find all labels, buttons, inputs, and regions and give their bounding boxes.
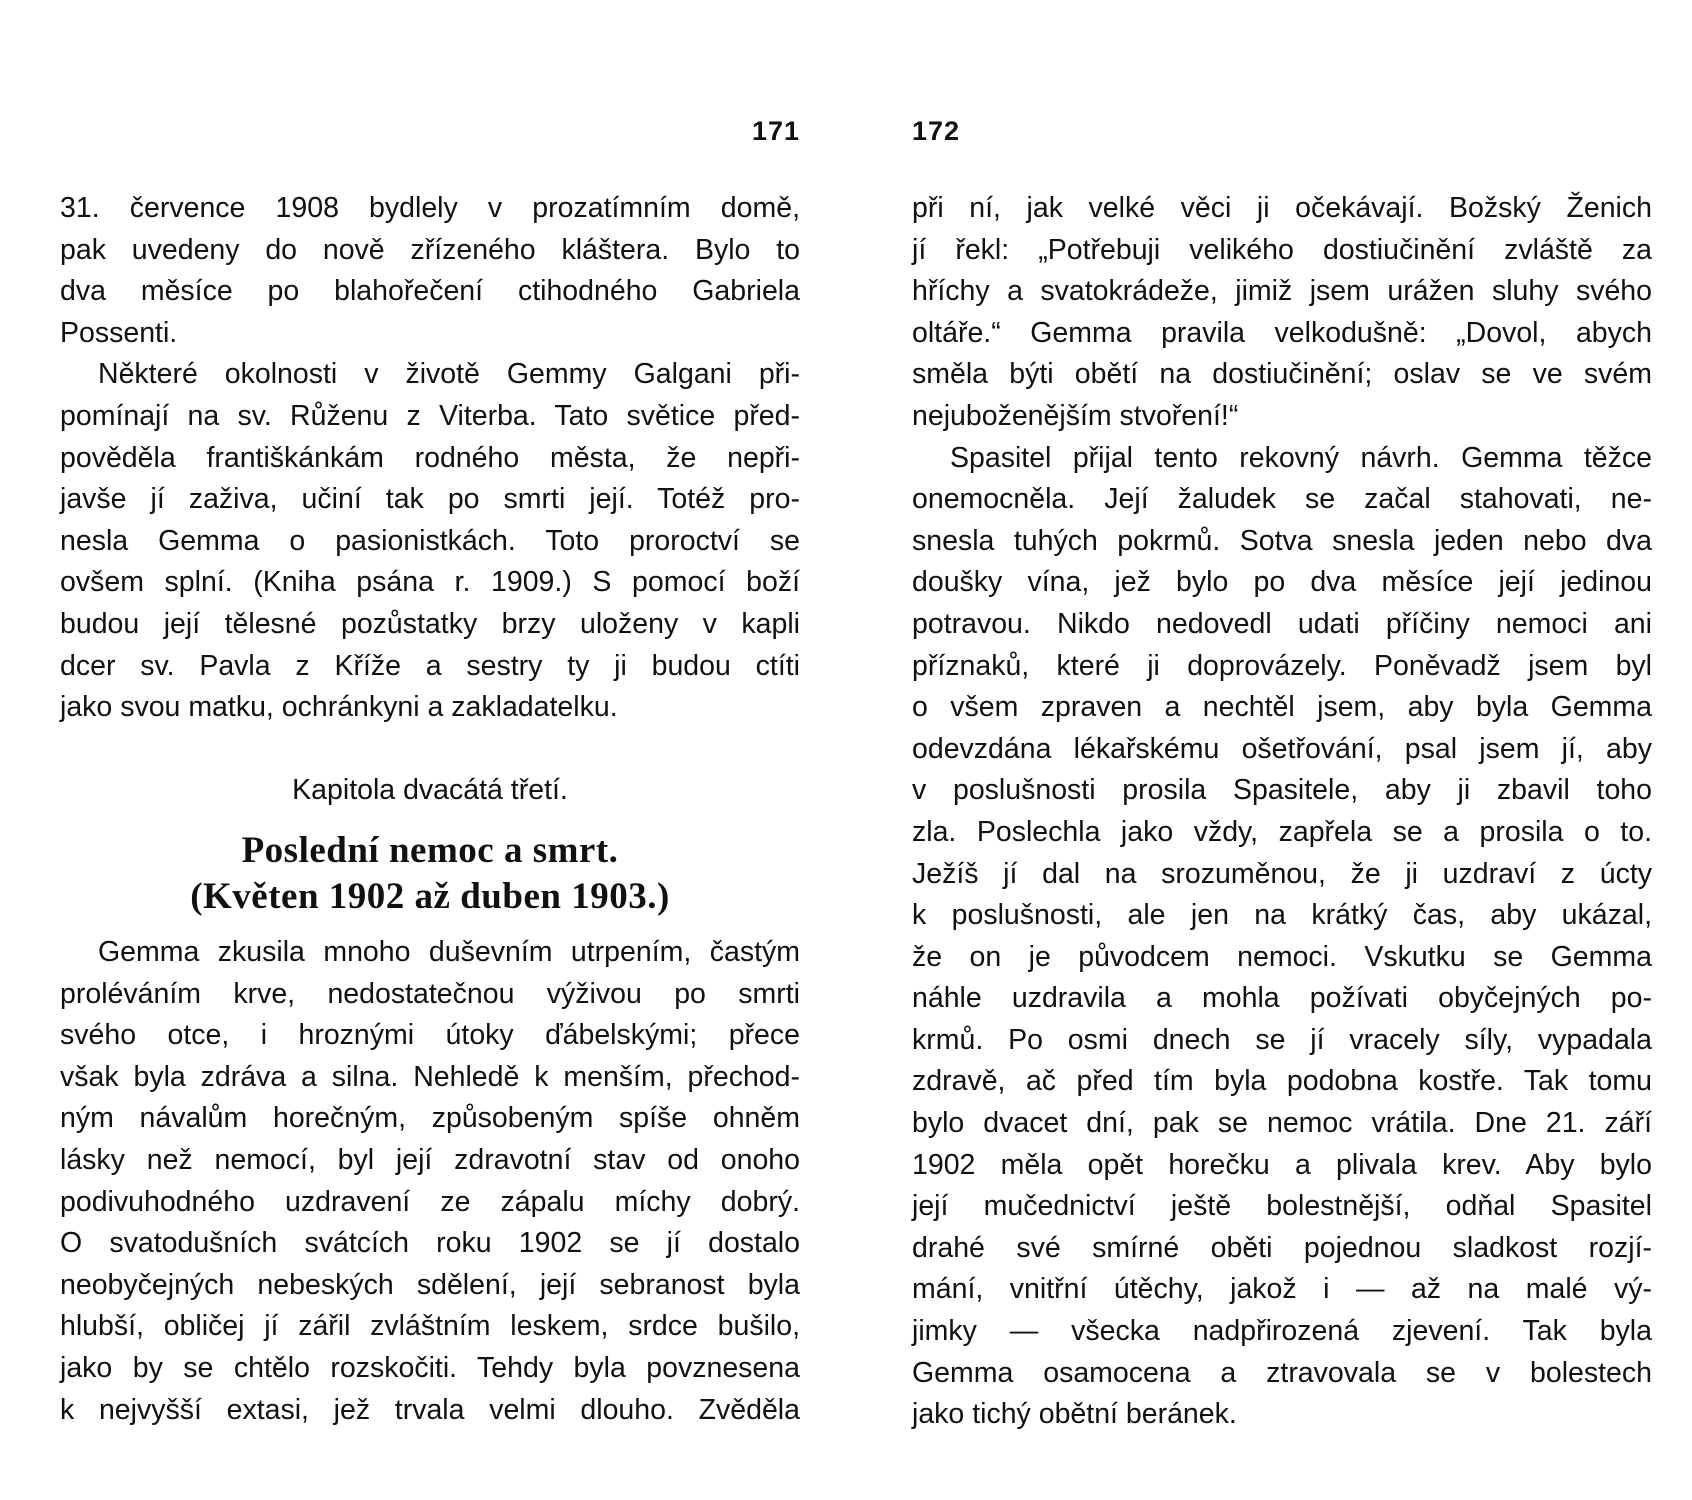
text-line: při ní, jak velké věci ji očekávají. Božský Ženich <box>912 192 1652 224</box>
text-line: náhle uzdravila a mohla požívati obyčejných po- <box>912 982 1652 1015</box>
text-line: jako svou matku, ochránkyni a zakladatelku. <box>60 691 618 724</box>
text-block <box>60 932 800 1431</box>
text-line: javše jí zaživa, učiní tak po smrti její. Totéž pro- <box>60 483 800 516</box>
text-line: podivuhodného uzdravení ze zápalu míchy dobrý. <box>60 1185 800 1218</box>
text-line: pak uvedeny do nově zřízeného kláštera. Bylo to <box>60 233 800 266</box>
text-line: její mučednictví ještě bolestnější, odňal Spasitel <box>912 1190 1652 1223</box>
text-line: Některé okolnosti v životě Gemmy Galgani při- <box>98 358 800 391</box>
text-line: odevzdána lékařskému ošetřování, psal jsem jí, aby <box>912 732 1652 765</box>
chapter-label: Kapitola dvacátá třetí. <box>292 774 568 806</box>
text-line: v poslušnosti prosila Spasitele, aby ji zbavil toho <box>912 774 1652 807</box>
text-line: budou její tělesné pozůstatky brzy uloženy v kapli <box>60 607 800 640</box>
text-line: doušky vína, jež bylo po dva měsíce její jedinou <box>912 566 1652 599</box>
text-line: dcer sv. Pavla z Kříže a sestry ty ji budou ctíti <box>60 649 800 682</box>
chapter-title-line: Poslední nemoc a smrt. <box>241 830 619 871</box>
text-line: onemocněla. Její žaludek se začal stahovati, ne- <box>912 483 1652 516</box>
left-page <box>60 0 800 1500</box>
chapter-title <box>60 828 800 920</box>
text-line: Ježíš jí dal na srozuměnou, že ji uzdraví z úcty <box>912 857 1652 890</box>
text-line: bylo dvacet dní, pak se nemoc vrátila. Dne 21. září <box>912 1107 1652 1140</box>
text-line: lásky než nemocí, byl její zdravotní stav od onoho <box>60 1143 800 1176</box>
text-line: k poslušnosti, ale jen na krátký čas, aby ukázal, <box>912 899 1652 932</box>
text-line: hlubší, obličej jí zářil zvláštním leskem, srdce bušilo, <box>60 1310 800 1343</box>
text-line: snesla tuhých pokrmů. Sotva snesla jeden nebo dva <box>912 524 1652 557</box>
text-line: příznaků, které ji doprovázely. Poněvadž jsem byl <box>912 649 1652 682</box>
text-line: svého otce, i hroznými útoky ďábelskými; přece <box>60 1019 800 1052</box>
text-line: 1902 měla opět horečku a plivala krev. Aby bylo <box>912 1148 1652 1181</box>
text-line: ovšem splní. (Kniha psána r. 1909.) S pomocí boží <box>60 566 800 599</box>
text-line: jako tichý obětní beránek. <box>912 1398 1237 1431</box>
text-block <box>60 188 800 729</box>
text-line: drahé své smírné oběti pojednou sladkost rozjí- <box>912 1231 1652 1264</box>
text-line: však byla zdráva a silna. Nehledě k menším, přechod- <box>60 1060 800 1093</box>
text-line: Gemma zkusila mnoho duševním utrpením, častým <box>98 936 800 968</box>
right-page <box>912 0 1652 1500</box>
text-line: nesla Gemma o pasionistkách. Toto proroctví se <box>60 524 800 557</box>
text-line: jí řekl: „Potřebuji velikého dostiučinění zvláště za <box>912 233 1652 266</box>
text-line: Spasitel přijal tento rekovný návrh. Gemma těžce <box>950 441 1652 474</box>
text-line: pomínají na sv. Růženu z Viterba. Tato světice před- <box>60 399 800 432</box>
text-line: zla. Poslechla jako vždy, zapřela se a prosila o to. <box>912 815 1652 848</box>
text-line: potravou. Nikdo nedovedl udati příčiny nemoci ani <box>912 607 1652 640</box>
text-line: proléváním krve, nedostatečnou výživou po smrti <box>60 977 800 1010</box>
text-line: směla býti obětí na dostiučinění; oslav se ve svém <box>912 358 1652 391</box>
page-number: 172 <box>912 116 961 146</box>
text-line: hříchy a svatokrádeže, jimiž jsem urážen sluhy svého <box>912 275 1652 308</box>
text-line: jimky — všecka nadpřirozená zjevení. Tak byla <box>912 1315 1652 1348</box>
chapter-title-line: (Květen 1902 až duben 1903.) <box>190 876 670 917</box>
text-line: Gemma osamocena a ztravovala se v bolestech <box>912 1356 1652 1389</box>
text-line: o všem zpraven a nechtěl jsem, aby byla Gemma <box>912 691 1652 724</box>
text-line: že on je původcem nemoci. Vskutku se Gemma <box>912 940 1652 973</box>
text-line: jako by se chtělo rozskočiti. Tehdy byla povznesena <box>60 1351 800 1384</box>
text-line: nejuboženějším stvoření!“ <box>912 399 1239 432</box>
text-line: zdravě, ač před tím byla podobna kostře. Tak tomu <box>912 1065 1652 1098</box>
text-line: Possenti. <box>60 316 178 349</box>
text-line: neobyčejných nebeských sdělení, její sebranost byla <box>60 1268 800 1301</box>
text-line: dva měsíce po blahořečení ctihodného Gabriela <box>60 275 800 308</box>
text-line: krmů. Po osmi dnech se jí vracely síly, vypadala <box>912 1023 1652 1056</box>
text-line: k nejvyšší extasi, jež trvala velmi dlouho. Zvěděla <box>60 1393 800 1426</box>
text-line: ným návalům horečným, způsobeným spíše ohněm <box>60 1102 800 1135</box>
text-line: O svatodušních svátcích roku 1902 se jí dostalo <box>60 1227 800 1260</box>
text-block <box>912 188 1652 1436</box>
page-number: 171 <box>751 116 800 146</box>
text-line: oltáře.“ Gemma pravila velkodušně: „Dovol, abych <box>912 316 1652 349</box>
text-line: 31. července 1908 bydlely v prozatímním domě, <box>60 192 800 224</box>
text-line: pověděla františkánkám rodného města, že nepři- <box>60 441 800 474</box>
text-line: mání, vnitřní útěchy, jakož i — až na malé vý- <box>912 1273 1652 1306</box>
